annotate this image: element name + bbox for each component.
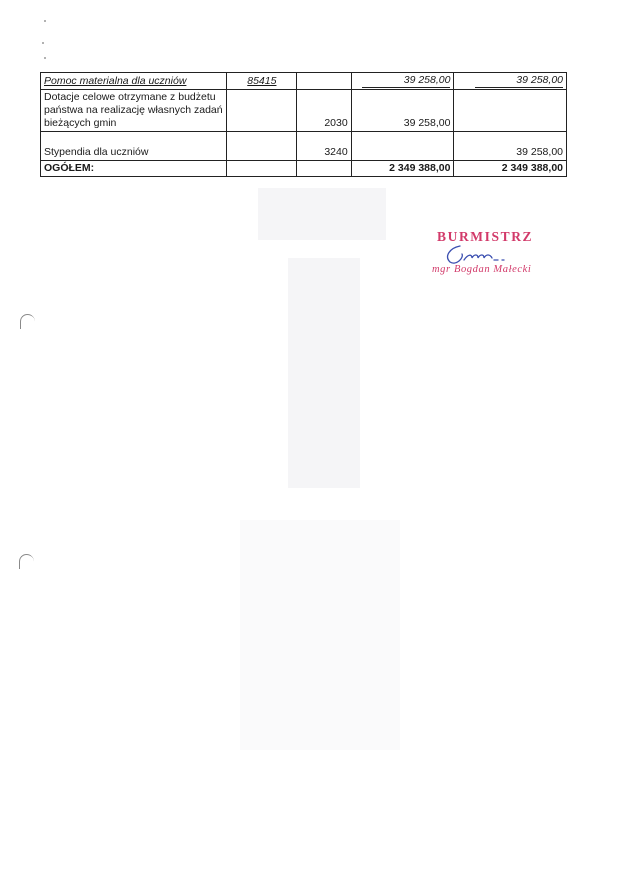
table-cell-name: OGÓŁEM: — [41, 161, 227, 177]
table-cell-name: Dotacje celowe otrzymane z budżetu państwa na realizację własnych zadań bieżących gmin — [41, 90, 227, 132]
table-cell-kol4: 39 258,00 — [351, 90, 454, 132]
scan-speck — [42, 42, 44, 44]
table-cell-kol5: 39 258,00 — [454, 73, 567, 90]
scan-speck — [44, 57, 46, 59]
punch-hole — [20, 314, 35, 329]
table-cell-kol5: 39 258,00 — [454, 132, 567, 161]
table-cell-dzial — [227, 132, 297, 161]
table-cell-paragraf — [297, 161, 351, 177]
scan-shadow — [288, 258, 360, 488]
table-cell-paragraf: 2030 — [297, 90, 351, 132]
table-cell-kol5 — [454, 90, 567, 132]
signature-mark — [440, 242, 520, 266]
scan-speck — [44, 20, 46, 22]
table-cell-dzial — [227, 161, 297, 177]
table-cell-paragraf: 3240 — [297, 132, 351, 161]
table-cell-name: Stypendia dla uczniów — [41, 132, 227, 161]
scan-shadow — [258, 188, 386, 240]
table-row-total — [41, 161, 567, 177]
budget-table — [40, 72, 567, 177]
table-cell-kol4 — [351, 132, 454, 161]
stamp-name: mgr Bogdan Małecki — [432, 264, 532, 275]
table-row — [41, 90, 567, 132]
table-cell-dzial — [227, 90, 297, 132]
table-cell-dzial: 85415 — [227, 73, 297, 90]
table-row — [41, 73, 567, 90]
table-cell-name: Pomoc materialna dla uczniów — [41, 73, 227, 90]
table-cell-paragraf — [297, 73, 351, 90]
table-row — [41, 132, 567, 161]
stamp-title: BURMISTRZ — [437, 229, 534, 244]
punch-hole — [19, 554, 34, 569]
table-cell-kol4: 2 349 388,00 — [351, 161, 454, 177]
table-cell-kol4: 39 258,00 — [351, 73, 454, 90]
table-cell-kol5: 2 349 388,00 — [454, 161, 567, 177]
scan-shadow — [240, 520, 400, 750]
